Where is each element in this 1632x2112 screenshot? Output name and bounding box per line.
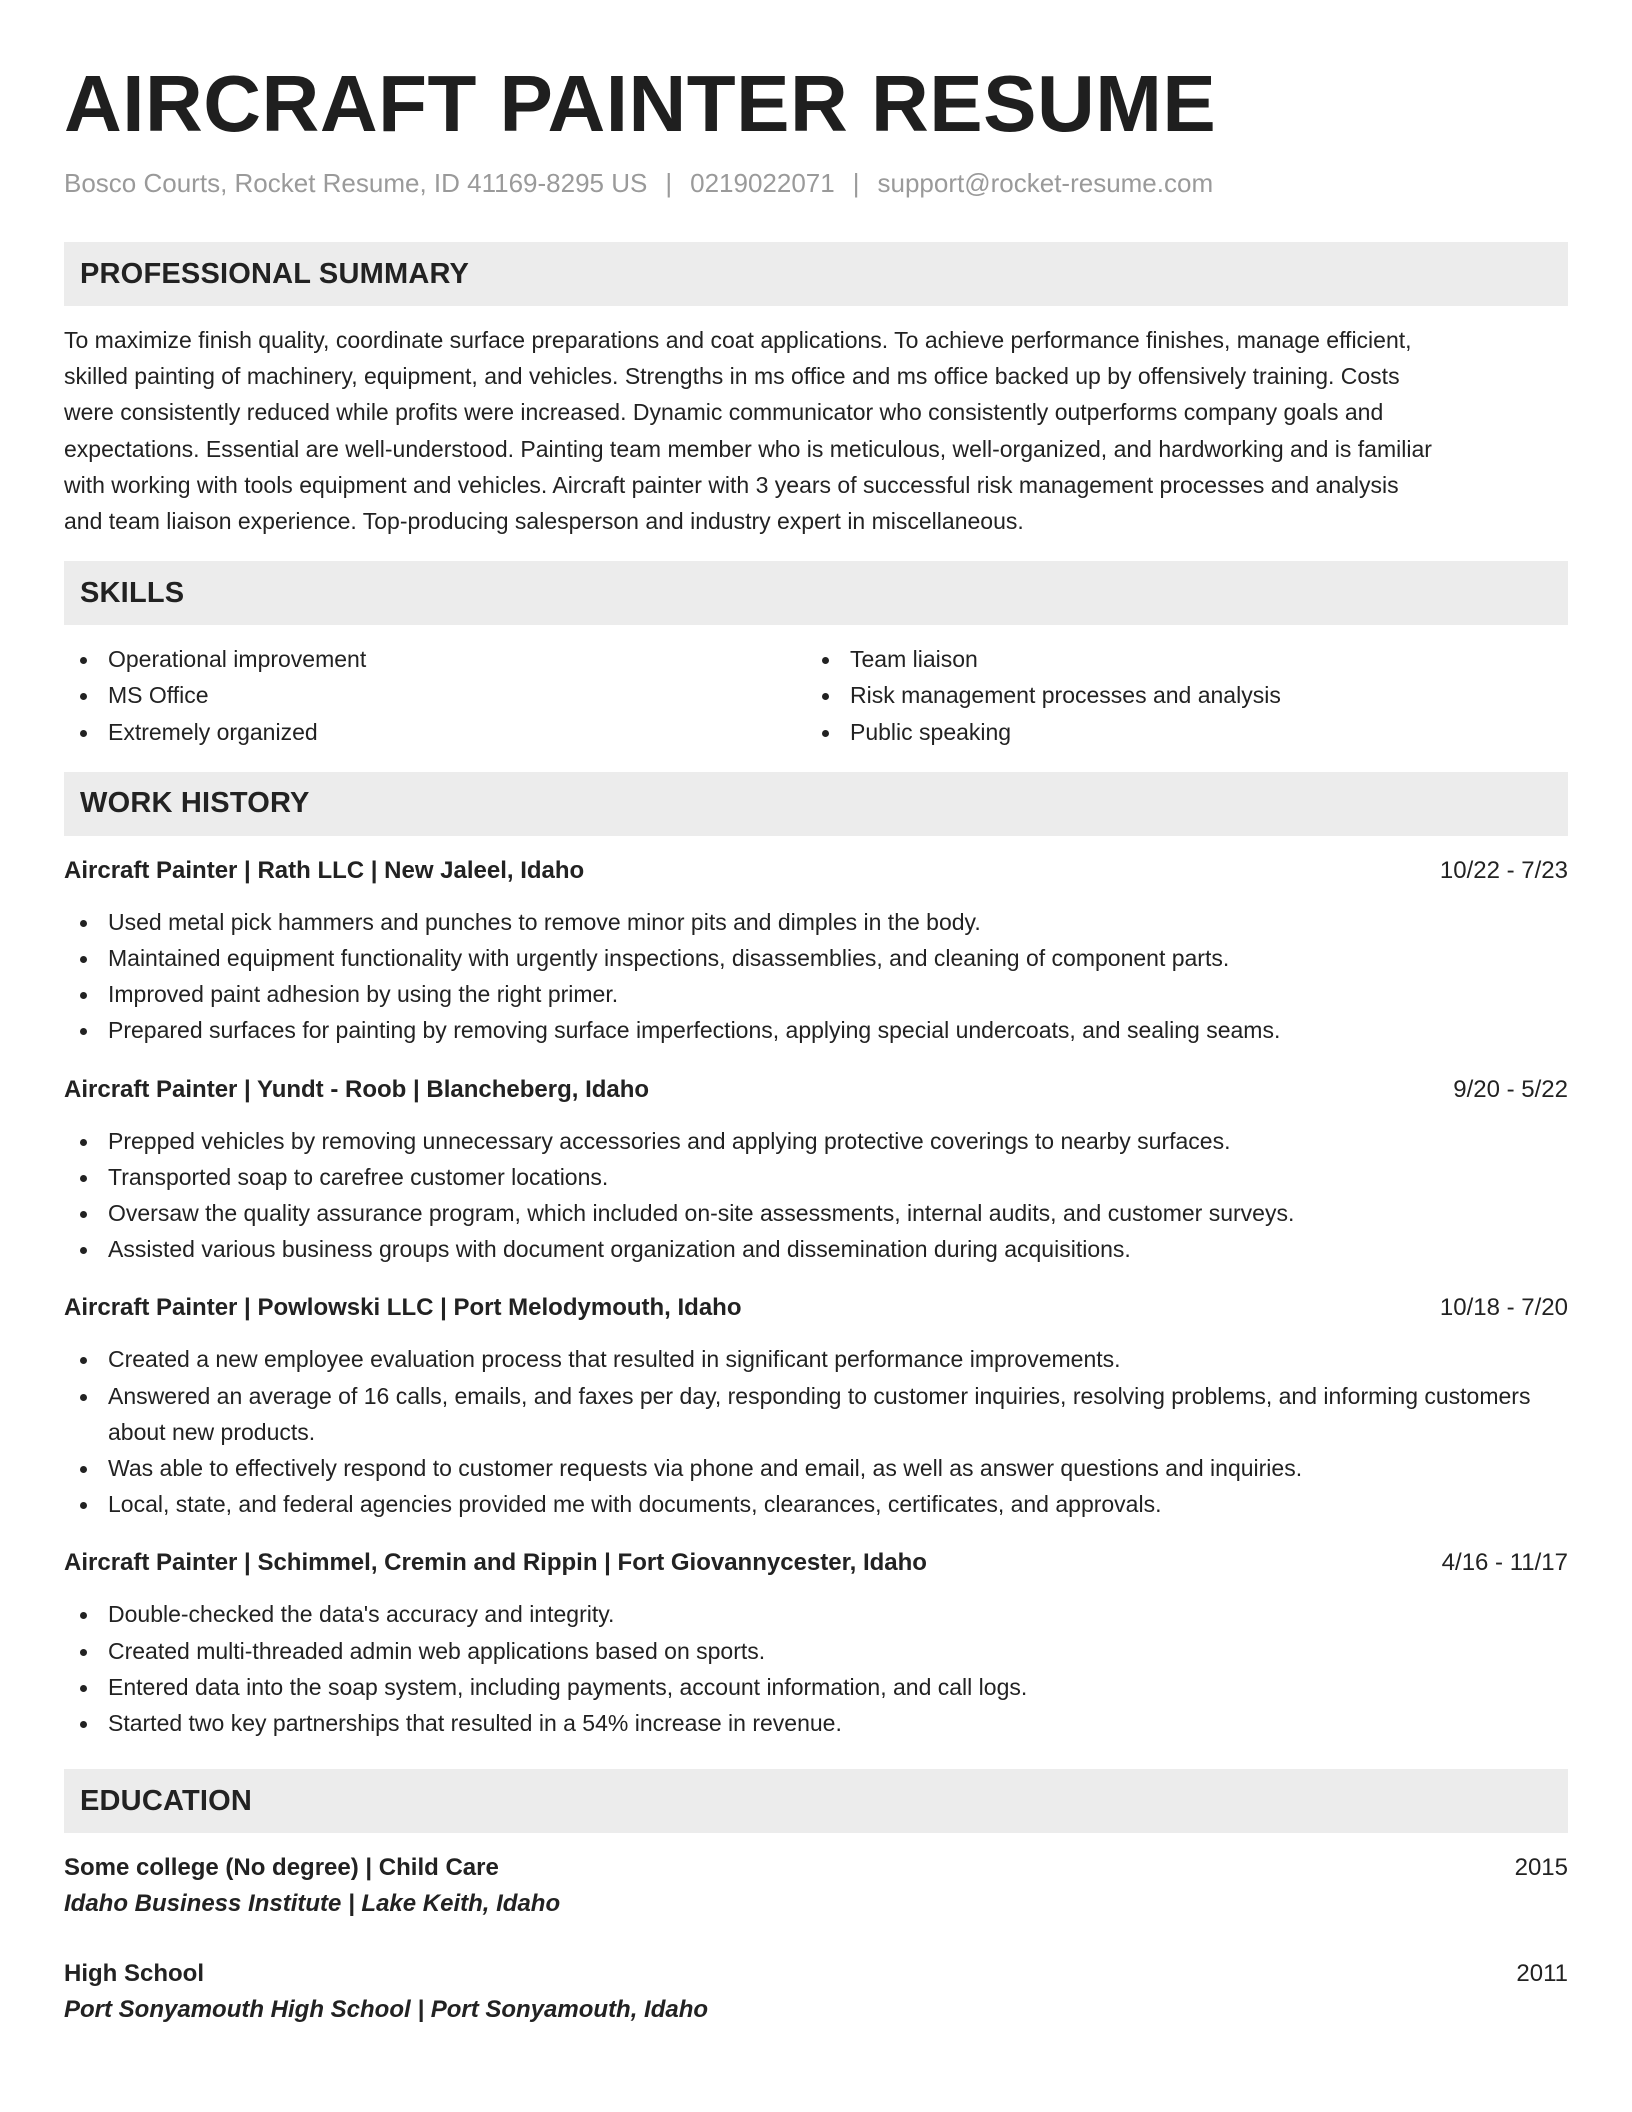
summary-line: with working with tools equipment and vehicles. Aircraft painter with 3 years of successful risk management processes and analysis [64, 471, 1399, 498]
job-bullet: Assisted various business groups with document organization and dissemination during acquisitions. [64, 1231, 1568, 1267]
education-degree: High School [64, 1960, 204, 1988]
job-header [64, 1291, 1568, 1325]
job-bullet: Started two key partnerships that resulted in a 54% increase in revenue. [64, 1705, 1568, 1741]
education-school: Idaho Business Institute | Lake Keith, Idaho [64, 1890, 561, 1918]
skills-column-left [64, 641, 806, 750]
job-title: Aircraft Painter | Rath LLC | New Jaleel, Idaho [64, 856, 585, 884]
skill-item: Risk management processes and analysis [806, 677, 1548, 713]
summary-line: expectations. Essential are well-understood. Painting team member who is meticulous, well-organized, and hardworking and is familiar [64, 435, 1432, 462]
job-title: Aircraft Painter | Yundt - Roob | Blancheberg, Idaho [64, 1075, 650, 1103]
contact-separator: | [852, 168, 860, 198]
job-bullets [64, 904, 1568, 1049]
job-header [64, 1546, 1568, 1580]
summary-section [64, 242, 1568, 539]
job-bullet: Entered data into the soap system, including payments, account information, and call logs. [64, 1669, 1568, 1705]
education-header [64, 1957, 1568, 1991]
education-degree: Some college (No degree) | Child Care [64, 1854, 499, 1882]
job-dates: 4/16 - 11/17 [1441, 1549, 1568, 1577]
contact-line [64, 166, 1568, 200]
skill-item: Operational improvement [64, 641, 806, 677]
skill-item: Team liaison [806, 641, 1548, 677]
job-bullet: Transported soap to carefree customer locations. [64, 1159, 1568, 1195]
job-entry [64, 1073, 1568, 1268]
summary-line: were consistently reduced while profits were increased. Dynamic communicator who consistently outperforms company goals and [64, 399, 1384, 426]
summary-line: To maximize finish quality, coordinate surface preparations and coat applications. To achieve performance finishes, manage efficient, [64, 327, 1412, 353]
resume-title: AIRCRAFT PAINTER RESUME [64, 59, 1217, 148]
summary-heading: PROFESSIONAL SUMMARY [64, 242, 1568, 306]
job-bullet: Improved paint adhesion by using the right primer. [64, 976, 1568, 1012]
job-bullet: Created a new employee evaluation process that resulted in significant performance improvements. [64, 1341, 1568, 1377]
job-bullets [64, 1123, 1568, 1268]
job-header [64, 854, 1568, 888]
education-entry [64, 1957, 1568, 2029]
contact-phone: 0219022071 [690, 168, 835, 198]
education-section [64, 1769, 1568, 2029]
job-bullet: Double-checked the data's accuracy and integrity. [64, 1596, 1568, 1632]
skills-column-right [806, 641, 1548, 750]
education-school: Port Sonyamouth High School | Port Sonyamouth, Idaho [64, 1996, 709, 2024]
education-year: 2015 [1514, 1854, 1568, 1882]
skills-list [64, 641, 1568, 750]
summary-line: skilled painting of machinery, equipment, and vehicles. Strengths in ms office and ms office backed up by offensively training. Costs [64, 363, 1400, 390]
work-history-section [64, 772, 1568, 1741]
job-header [64, 1073, 1568, 1107]
education-year: 2011 [1516, 1960, 1568, 1988]
job-bullet: Prepped vehicles by removing unnecessary accessories and applying protective coverings to nearby surfaces. [64, 1123, 1568, 1159]
job-bullet: Local, state, and federal agencies provided me with documents, clearances, certificates, and approvals. [64, 1486, 1568, 1522]
job-title: Aircraft Painter | Powlowski LLC | Port Melodymouth, Idaho [64, 1294, 742, 1322]
skills-section [64, 561, 1568, 750]
skill-item: Public speaking [806, 714, 1548, 750]
contact-address: Bosco Courts, Rocket Resume, ID 41169-8295 US [64, 168, 648, 198]
job-bullet: Was able to effectively respond to customer requests via phone and email, as well as answer questions and inquiries. [64, 1450, 1568, 1486]
job-entry [64, 1291, 1568, 1522]
job-bullet: Used metal pick hammers and punches to remove minor pits and dimples in the body. [64, 904, 1568, 940]
job-bullets [64, 1596, 1568, 1741]
skill-item: MS Office [64, 677, 806, 713]
job-bullet: Maintained equipment functionality with urgently inspections, disassemblies, and cleaning of component parts. [64, 940, 1568, 976]
job-dates: 9/20 - 5/22 [1453, 1075, 1568, 1103]
education-entry [64, 1851, 1568, 1923]
job-entry [64, 854, 1568, 1049]
job-dates: 10/18 - 7/20 [1439, 1294, 1568, 1322]
work-history-heading: WORK HISTORY [64, 772, 1568, 836]
job-bullet: Created multi-threaded admin web applications based on sports. [64, 1633, 1568, 1669]
job-bullets [64, 1341, 1568, 1522]
summary-text [64, 322, 1568, 539]
job-title: Aircraft Painter | Schimmel, Cremin and Rippin | Fort Giovannycester, Idaho [64, 1549, 927, 1577]
job-entry [64, 1546, 1568, 1741]
job-bullet: Oversaw the quality assurance program, which included on-site assessments, internal audits, and customer surveys. [64, 1195, 1568, 1231]
contact-separator: | [665, 168, 673, 198]
skill-item: Extremely organized [64, 714, 806, 750]
job-bullet: Prepared surfaces for painting by removing surface imperfections, applying special undercoats, and sealing seams. [64, 1012, 1568, 1048]
job-bullet: Answered an average of 16 calls, emails, and faxes per day, responding to customer inquiries, resolving problems, and informing customers about new products. [64, 1378, 1568, 1450]
skills-heading: SKILLS [64, 561, 1568, 625]
education-heading: EDUCATION [64, 1769, 1568, 1833]
summary-line: and team liaison experience. Top-producing salesperson and industry expert in miscellaneous. [64, 508, 1024, 535]
job-dates: 10/22 - 7/23 [1439, 856, 1568, 884]
contact-email: support@rocket-resume.com [877, 168, 1214, 198]
education-header [64, 1851, 1568, 1885]
